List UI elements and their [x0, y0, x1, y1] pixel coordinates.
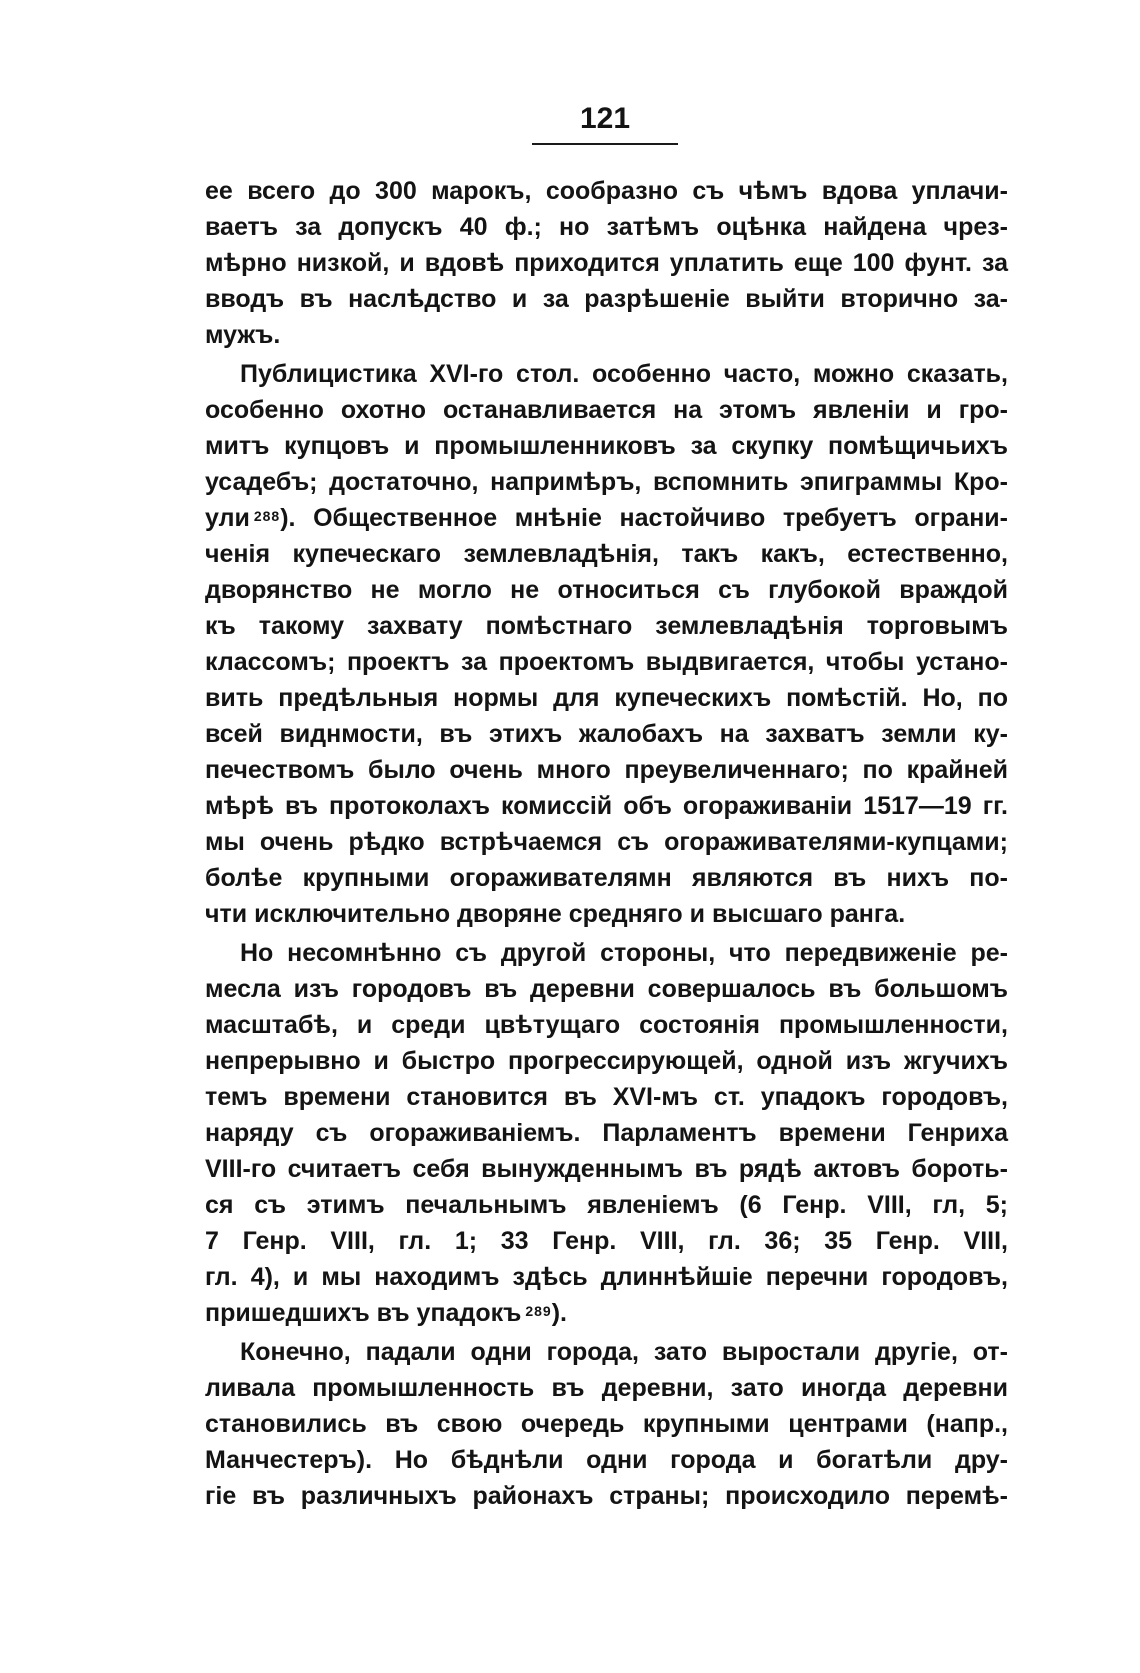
text-line-with-footnote: [205, 1298, 1008, 1328]
footnote-marker: 289: [525, 1303, 552, 1319]
text-line: Но несомнѣнно съ другой стороны, что передвиженіе ре-: [240, 939, 1008, 967]
text-line: мѣрѣ въ протоколахъ комиссій объ огораживаніи 1517—19 гг.: [205, 792, 1008, 820]
text-line: печествомъ было очень много преувеличеннаго; по крайней: [205, 756, 1008, 784]
text-fragment: пришедшихъ въ упадокъ: [205, 1299, 522, 1327]
text-line: мѣрно низкой, и вдовѣ приходится уплатить еще 100 фунт. за: [205, 249, 1008, 277]
text-line: ваетъ за допускъ 40 ф.; но затѣмъ оцѣнка найдена чрез-: [205, 213, 1008, 241]
text-line: классомъ; проектъ за проектомъ выдвигается, чтобы устано-: [205, 648, 1008, 676]
text-line: всей виднмости, въ этихъ жалобахъ на захватъ земли ку-: [205, 720, 1008, 748]
text-fragment: ). Общественное мнѣніе настойчиво требуетъ ограни-: [280, 504, 1008, 532]
text-line: чти исключительно дворяне средняго и высшаго ранга.: [205, 900, 906, 928]
text-line: становились въ свою очередь крупными центрами (напр.,: [205, 1410, 1008, 1438]
page-number: 121: [579, 102, 631, 135]
text-fragment: ).: [551, 1299, 567, 1327]
text-line: къ такому захвату помѣстнаго землевладѣнія торговымъ: [205, 612, 1008, 640]
text-line: Конечно, падали одни города, зато выростали другіе, от-: [240, 1338, 1008, 1366]
text-line: мужъ.: [205, 321, 281, 349]
text-line-with-footnote: [205, 503, 1008, 533]
text-line: вить предѣльныя нормы для купеческихъ помѣстій. Но, по: [205, 684, 1008, 712]
text-line: 7 Генр. VIII, гл. 1; 33 Генр. VIII, гл. 36; 35 Генр. VIII,: [205, 1227, 1008, 1255]
text-line: усадебъ; достаточно, напримѣръ, вспомнить эпиграммы Кро-: [205, 468, 1008, 496]
text-line: вводъ въ наслѣдство и за разрѣшеніе выйти вторично за-: [205, 285, 1008, 313]
text-fragment: ули: [205, 504, 250, 532]
text-line: ченія купеческаго землевладѣнія, такъ какъ, естественно,: [205, 540, 1008, 568]
text-line: гл. 4), и мы находимъ здѣсь длиннѣйшіе перечни городовъ,: [205, 1263, 1008, 1291]
text-line: месла изъ городовъ въ деревни совершалось въ большомъ: [205, 975, 1008, 1003]
text-line: митъ купцовъ и промышленниковъ за скупку помѣщичьихъ: [205, 432, 1008, 460]
text-line: ливала промышленность въ деревни, зато иногда деревни: [205, 1374, 1008, 1402]
text-line: болѣе крупными огораживателямн являются въ нихъ по-: [205, 864, 1008, 892]
footnote-marker: 288: [253, 508, 281, 524]
text-line: Публицистика XVI-го стол. особенно часто, можно сказать,: [240, 360, 1008, 388]
page-number-rule: [532, 143, 678, 145]
text-line: особенно охотно останавливается на этомъ явленіи и гро-: [205, 396, 1008, 424]
text-line: мы очень рѣдко встрѣчаемся съ огораживателями-купцами;: [205, 828, 1008, 856]
text-line: Манчестеръ). Но бѣднѣли одни города и богатѣли дру-: [205, 1446, 1008, 1474]
text-line: ее всего до 300 марокъ, сообразно съ чѣмъ вдова уплачи-: [205, 177, 1008, 205]
text-line: наряду съ огораживаніемъ. Парламентъ времени Генриха: [205, 1119, 1008, 1147]
text-line: масштабѣ, и среди цвѣтущаго состоянія промышленности,: [205, 1011, 1008, 1039]
text-line: дворянство не могло не относиться съ глубокой враждой: [205, 576, 1008, 604]
text-line: VIII-го считаетъ себя вынужденнымъ въ рядѣ актовъ бороть-: [205, 1155, 1008, 1183]
text-line: непрерывно и быстро прогрессирующей, одной изъ жгучихъ: [205, 1047, 1008, 1075]
text-line: гіе въ различныхъ районахъ страны; происходило перемѣ-: [205, 1482, 1008, 1510]
text-line: темъ времени становится въ XVI-мъ ст. упадокъ городовъ,: [205, 1083, 1008, 1111]
text-line: ся съ этимъ печальнымъ явленіемъ (6 Генр. VIII, гл, 5;: [205, 1191, 1008, 1219]
